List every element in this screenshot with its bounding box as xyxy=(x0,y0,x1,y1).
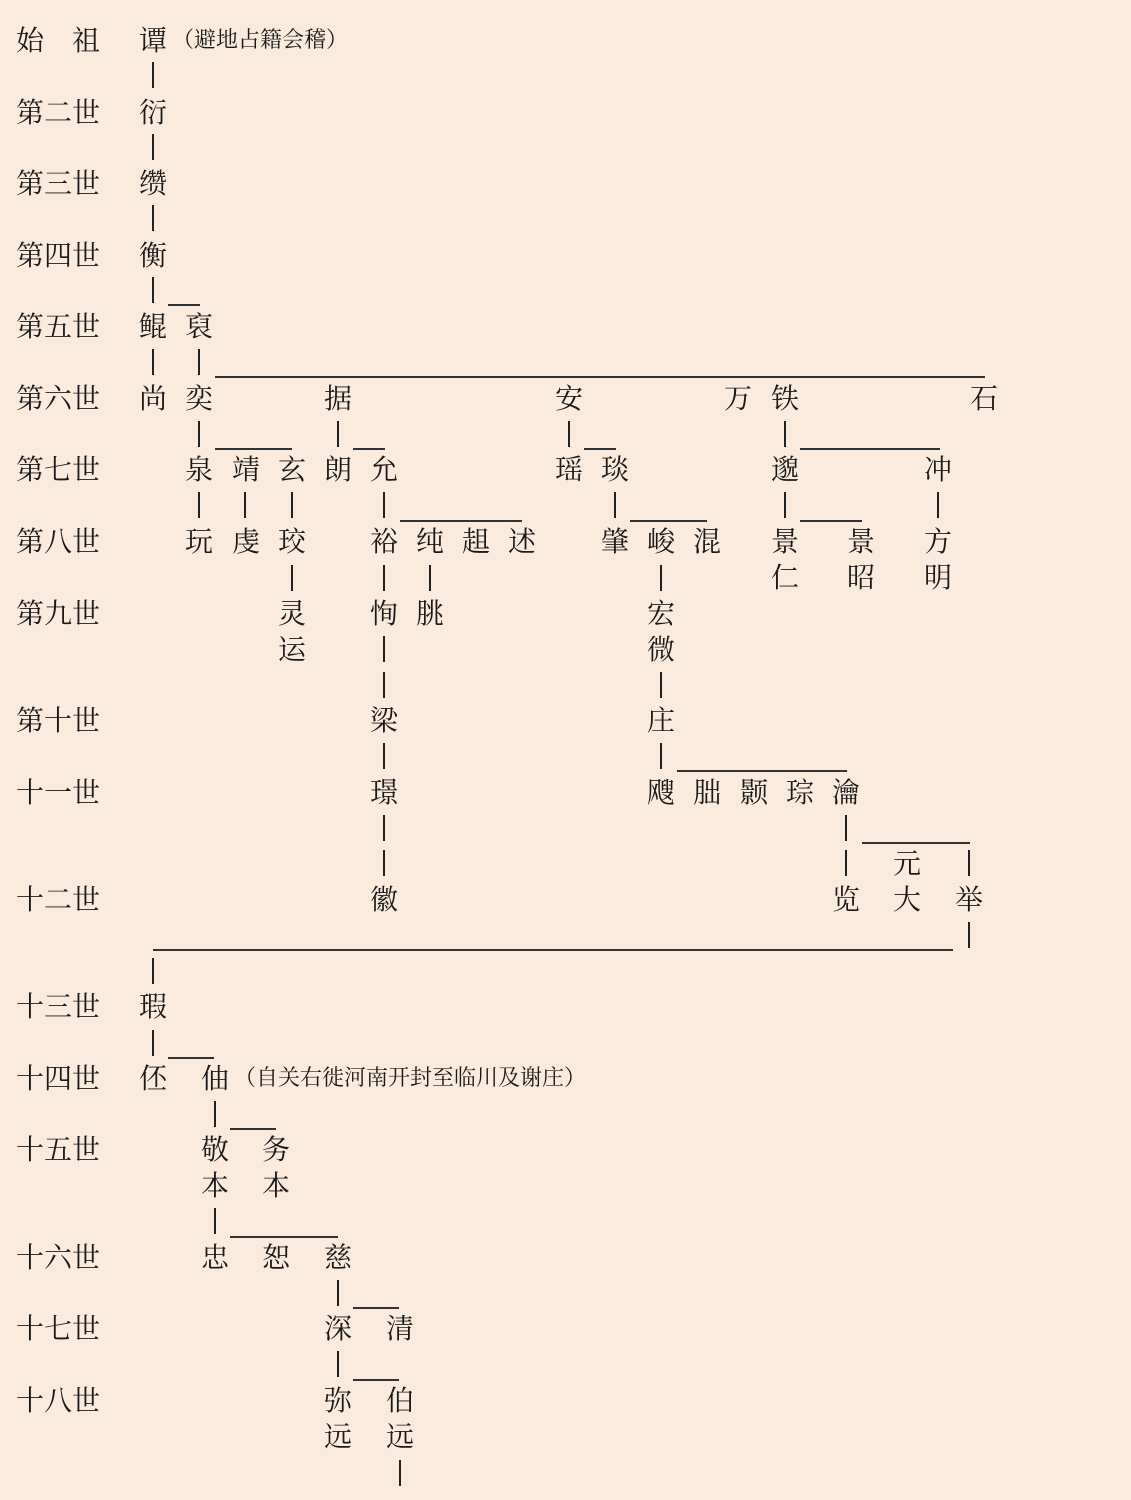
generation-label: 第六世 xyxy=(16,382,101,415)
connector-line xyxy=(168,304,200,306)
person-name: 裕 xyxy=(369,525,398,558)
person-name: 览 xyxy=(831,883,860,916)
person-name: 允 xyxy=(369,453,398,486)
connector-line xyxy=(429,565,431,591)
person-name: 方 xyxy=(923,525,952,558)
connector-line xyxy=(215,448,292,450)
person-name: 邈 xyxy=(770,453,799,486)
person-name: 本 xyxy=(200,1169,229,1202)
generation-label: 十四世 xyxy=(16,1062,101,1095)
generation-label: 始 祖 xyxy=(16,24,101,57)
person-name: 深 xyxy=(323,1312,352,1345)
connector-line xyxy=(383,672,385,698)
generation-label: 第七世 xyxy=(16,453,101,486)
person-name: 衍 xyxy=(138,96,167,129)
person-name: 瑕 xyxy=(138,990,167,1023)
connector-line xyxy=(230,1128,276,1130)
connector-line xyxy=(198,349,200,375)
connector-line xyxy=(784,421,786,447)
connector-line xyxy=(383,565,385,591)
person-name: 纯 xyxy=(415,525,444,558)
person-name: 峻 xyxy=(646,525,675,558)
person-name: 伷 xyxy=(200,1062,229,1095)
person-name: 璟 xyxy=(369,776,398,809)
connector-line xyxy=(337,1280,339,1306)
person-name: 谭 xyxy=(138,24,167,57)
person-name: 鲲 xyxy=(138,310,167,343)
person-name: 尚 xyxy=(138,382,167,415)
person-name: 琮 xyxy=(785,776,814,809)
connector-line xyxy=(968,922,970,948)
person-name: 飕 xyxy=(646,776,675,809)
person-name: 琰 xyxy=(600,453,629,486)
person-name: 据 xyxy=(323,382,352,415)
person-name: 务 xyxy=(261,1133,290,1166)
connector-line xyxy=(215,376,985,378)
person-name: 远 xyxy=(323,1420,352,1453)
connector-line xyxy=(800,448,940,450)
generation-label: 第九世 xyxy=(16,597,101,630)
connector-line xyxy=(152,62,154,88)
connector-line xyxy=(353,448,385,450)
person-name: 朏 xyxy=(692,776,721,809)
connector-line xyxy=(383,636,385,662)
person-name: 颢 xyxy=(739,776,768,809)
person-name: 瀹 xyxy=(831,776,860,809)
annotation-note: （避地占籍会稽） xyxy=(172,28,349,53)
generation-label: 第二世 xyxy=(16,96,101,129)
person-name: 元 xyxy=(892,847,921,880)
person-name: 大 xyxy=(892,883,921,916)
person-name: 石 xyxy=(969,382,998,415)
connector-line xyxy=(845,815,847,841)
connector-line xyxy=(660,672,662,698)
person-name: 裒 xyxy=(184,310,213,343)
person-name: 瑶 xyxy=(554,453,583,486)
person-name: 朓 xyxy=(415,597,444,630)
person-name: 玩 xyxy=(184,525,213,558)
generation-label: 十六世 xyxy=(16,1241,101,1274)
person-name: 冲 xyxy=(923,453,952,486)
person-name: 灵 xyxy=(277,597,306,630)
person-name: 慈 xyxy=(323,1241,352,1274)
person-name: 仁 xyxy=(770,561,799,594)
person-name: 万 xyxy=(723,382,752,415)
person-name: 趄 xyxy=(461,525,490,558)
connector-line xyxy=(968,850,970,876)
person-name: 景 xyxy=(846,525,875,558)
generation-label: 十三世 xyxy=(16,990,101,1023)
person-name: 朗 xyxy=(323,453,352,486)
connector-line xyxy=(230,1236,338,1238)
connector-line xyxy=(152,205,154,231)
connector-line xyxy=(937,492,939,518)
person-name: 远 xyxy=(385,1420,414,1453)
person-name: 弥 xyxy=(323,1384,352,1417)
connector-line xyxy=(214,1208,216,1234)
connector-line xyxy=(784,492,786,518)
person-name: 恂 xyxy=(369,597,398,630)
generation-label: 十一世 xyxy=(16,776,101,809)
connector-line xyxy=(291,565,293,591)
person-name: 本 xyxy=(261,1169,290,1202)
connector-line xyxy=(399,1460,401,1486)
person-name: 衡 xyxy=(138,239,167,272)
connector-line xyxy=(383,850,385,876)
connector-line xyxy=(660,565,662,591)
annotation-note: （自关右徙河南开封至临川及谢庄） xyxy=(234,1066,587,1091)
connector-line xyxy=(383,743,385,769)
generation-label: 十七世 xyxy=(16,1312,101,1345)
generation-label: 第三世 xyxy=(16,167,101,200)
connector-line xyxy=(291,492,293,518)
generation-label: 第八世 xyxy=(16,525,101,558)
connector-line xyxy=(383,815,385,841)
connector-line xyxy=(800,520,862,522)
person-name: 梁 xyxy=(369,704,398,737)
person-name: 混 xyxy=(692,525,721,558)
connector-line xyxy=(214,1101,216,1127)
person-name: 举 xyxy=(954,883,983,916)
person-name: 述 xyxy=(507,525,536,558)
connector-line xyxy=(862,842,970,844)
connector-line xyxy=(244,492,246,518)
connector-line xyxy=(353,1379,399,1381)
generation-label: 第十世 xyxy=(16,704,101,737)
person-name: 肇 xyxy=(600,525,629,558)
connector-line xyxy=(198,492,200,518)
person-name: 泉 xyxy=(184,453,213,486)
person-name: 清 xyxy=(385,1312,414,1345)
connector-line xyxy=(660,743,662,769)
connector-line xyxy=(152,1030,154,1056)
person-name: 玄 xyxy=(277,453,306,486)
connector-line xyxy=(337,421,339,447)
generation-label: 十八世 xyxy=(16,1384,101,1417)
connector-line xyxy=(677,770,847,772)
connector-line xyxy=(152,277,154,303)
connector-line xyxy=(584,448,616,450)
generation-label: 第四世 xyxy=(16,239,101,272)
connector-line xyxy=(168,1057,214,1059)
connector-line xyxy=(845,850,847,876)
person-name: 伯 xyxy=(385,1384,414,1417)
person-name: 伾 xyxy=(138,1062,167,1095)
person-name: 安 xyxy=(554,382,583,415)
person-name: 铁 xyxy=(770,382,799,415)
connector-line xyxy=(630,520,707,522)
generation-label: 十五世 xyxy=(16,1133,101,1166)
generation-label: 十二世 xyxy=(16,883,101,916)
person-name: 珓 xyxy=(277,525,306,558)
person-name: 运 xyxy=(277,633,306,666)
person-name: 微 xyxy=(646,633,675,666)
connector-line xyxy=(568,421,570,447)
connector-line xyxy=(614,492,616,518)
person-name: 昭 xyxy=(846,561,875,594)
connector-line xyxy=(152,134,154,160)
connector-line xyxy=(400,520,522,522)
person-name: 忠 xyxy=(200,1241,229,1274)
person-name: 庄 xyxy=(646,704,675,737)
person-name: 明 xyxy=(923,561,952,594)
connector-line xyxy=(153,949,953,951)
connector-line xyxy=(152,958,154,984)
connector-line xyxy=(152,349,154,375)
person-name: 恕 xyxy=(261,1241,290,1274)
person-name: 奕 xyxy=(184,382,213,415)
person-name: 敬 xyxy=(200,1133,229,1166)
connector-line xyxy=(383,492,385,518)
connector-line xyxy=(198,421,200,447)
connector-line xyxy=(337,1351,339,1377)
person-name: 靖 xyxy=(231,453,260,486)
generation-label: 第五世 xyxy=(16,310,101,343)
person-name: 宏 xyxy=(646,597,675,630)
person-name: 虔 xyxy=(231,525,260,558)
connector-line xyxy=(353,1307,399,1309)
person-name: 景 xyxy=(770,525,799,558)
person-name: 徽 xyxy=(369,883,398,916)
person-name: 缵 xyxy=(138,167,167,200)
